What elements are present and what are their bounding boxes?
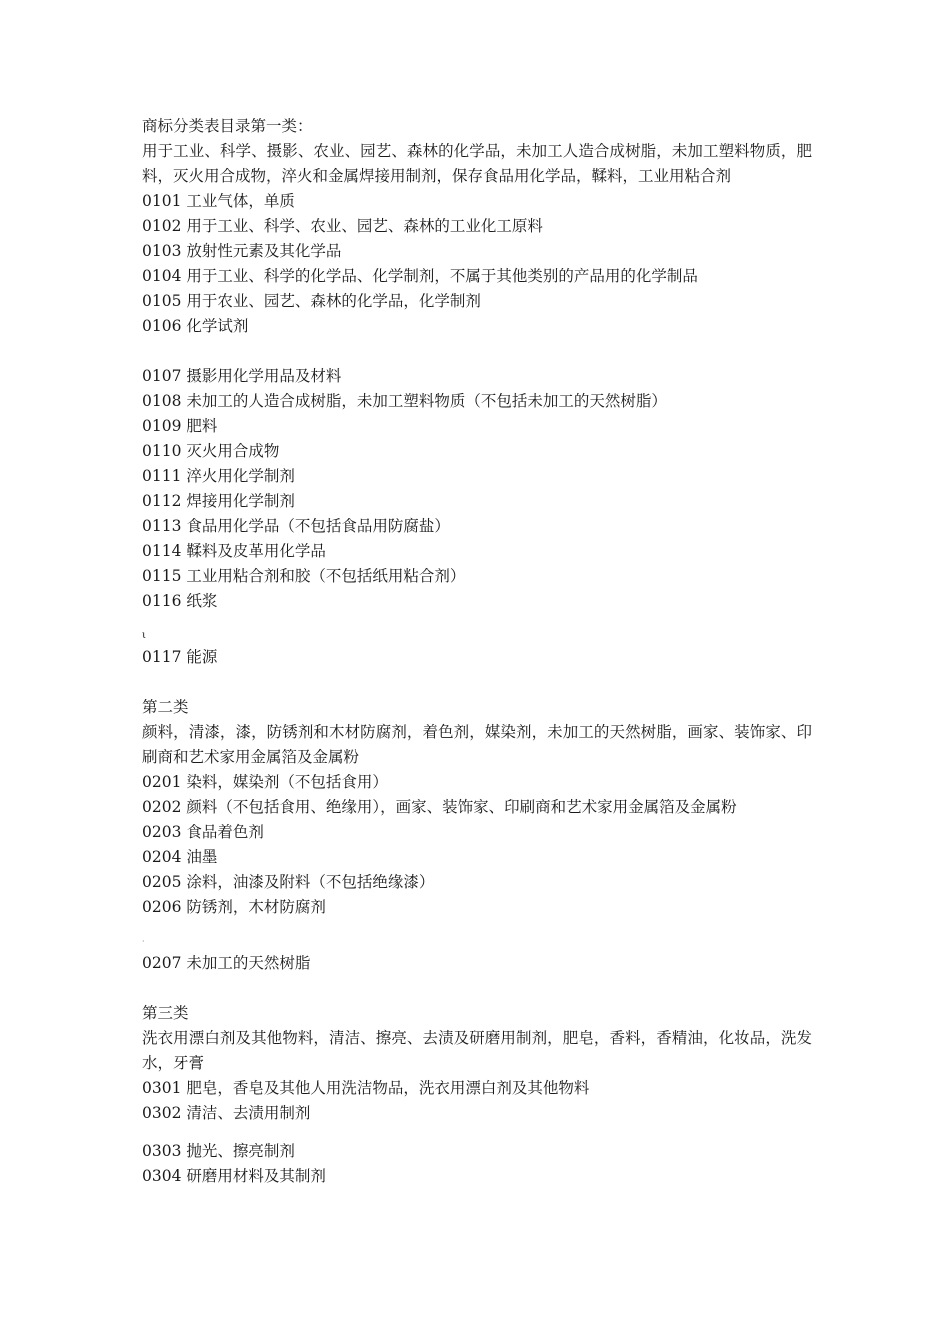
list-item: 0108 未加工的人造合成树脂，未加工塑料物质（不包括未加工的天然树脂）: [142, 392, 667, 410]
list-item: 0111 淬火用化学制剂: [142, 467, 295, 485]
list-item: 0102 用于工业、科学、农业、园艺、森林的工业化工原料: [142, 217, 543, 235]
class2-heading: 第二类: [142, 698, 189, 716]
list-item: 0304 研磨用材料及其制剂: [142, 1167, 326, 1185]
stray-mark: ·: [142, 937, 145, 946]
class2-description: 颜料，清漆，漆，防锈剂和木材防腐剂，着色剂，媒染剂，未加工的天然树脂，画家、装饰家、印刷商和艺术家用金属箔及金属粉: [142, 723, 812, 766]
list-item: 0112 焊接用化学制剂: [142, 492, 295, 510]
list-item: 0116 纸浆: [142, 592, 218, 610]
list-item: 0114 鞣料及皮革用化学品: [142, 542, 326, 560]
list-item: 0202 颜料（不包括食用、绝缘用），画家、装饰家、印刷商和艺术家用金属箔及金属粉: [142, 798, 737, 816]
list-item: 0207 未加工的天然树脂: [142, 954, 311, 972]
list-item: 0101 工业气体，单质: [142, 192, 295, 210]
list-item: 0106 化学试剂: [142, 317, 249, 335]
list-item: 0117 能源: [142, 648, 218, 666]
document-body: [142, 114, 812, 1189]
stray-mark: ι: [142, 630, 146, 641]
list-item: 0104 用于工业、科学的化学品、化学制剂，不属于其他类别的产品用的化学制品: [142, 267, 698, 285]
class1-heading: 商标分类表目录第一类：: [142, 117, 313, 135]
list-item: 0206 防锈剂，木材防腐剂: [142, 898, 326, 916]
list-item: 0113 食品用化学品（不包括食品用防腐盐）: [142, 517, 450, 535]
spacer: [142, 670, 812, 695]
list-item: 0103 放射性元素及其化学品: [142, 242, 342, 260]
list-item: 0107 摄影用化学用品及材料: [142, 367, 342, 385]
list-item: 0110 灭火用合成物: [142, 442, 280, 460]
list-item: 0303 抛光、擦亮制剂: [142, 1142, 295, 1160]
spacer: [142, 920, 812, 933]
list-item: 0204 油墨: [142, 848, 218, 866]
spacer: [142, 976, 812, 1001]
list-item: 0105 用于农业、园艺、森林的化学品，化学制剂: [142, 292, 481, 310]
list-item: 0302 清洁、去渍用制剂: [142, 1104, 311, 1122]
spacer: [142, 1126, 812, 1139]
spacer: [142, 339, 812, 364]
list-item: 0201 染料，媒染剂（不包括食用）: [142, 773, 388, 791]
list-item: 0301 肥皂，香皂及其他人用洗洁物品，洗衣用漂白剂及其他物料: [142, 1079, 590, 1097]
list-item: 0115 工业用粘合剂和胶（不包括纸用粘合剂）: [142, 567, 466, 585]
list-item: 0205 涂料，油漆及附料（不包括绝缘漆）: [142, 873, 435, 891]
class3-heading: 第三类: [142, 1004, 189, 1022]
class3-description: 洗衣用漂白剂及其他物料，清洁、擦亮、去渍及研磨用制剂，肥皂，香料，香精油，化妆品，洗发水，牙膏: [142, 1029, 812, 1072]
list-item: 0109 肥料: [142, 417, 218, 435]
class1-description: 用于工业、科学、摄影、农业、园艺、森林的化学品，未加工人造合成树脂，未加工塑料物质，肥料，灭火用合成物，淬火和金属焊接用制剂，保存食品用化学品，鞣料，工业用粘合剂: [142, 142, 812, 185]
spacer: [142, 614, 812, 627]
list-item: 0203 食品着色剂: [142, 823, 264, 841]
